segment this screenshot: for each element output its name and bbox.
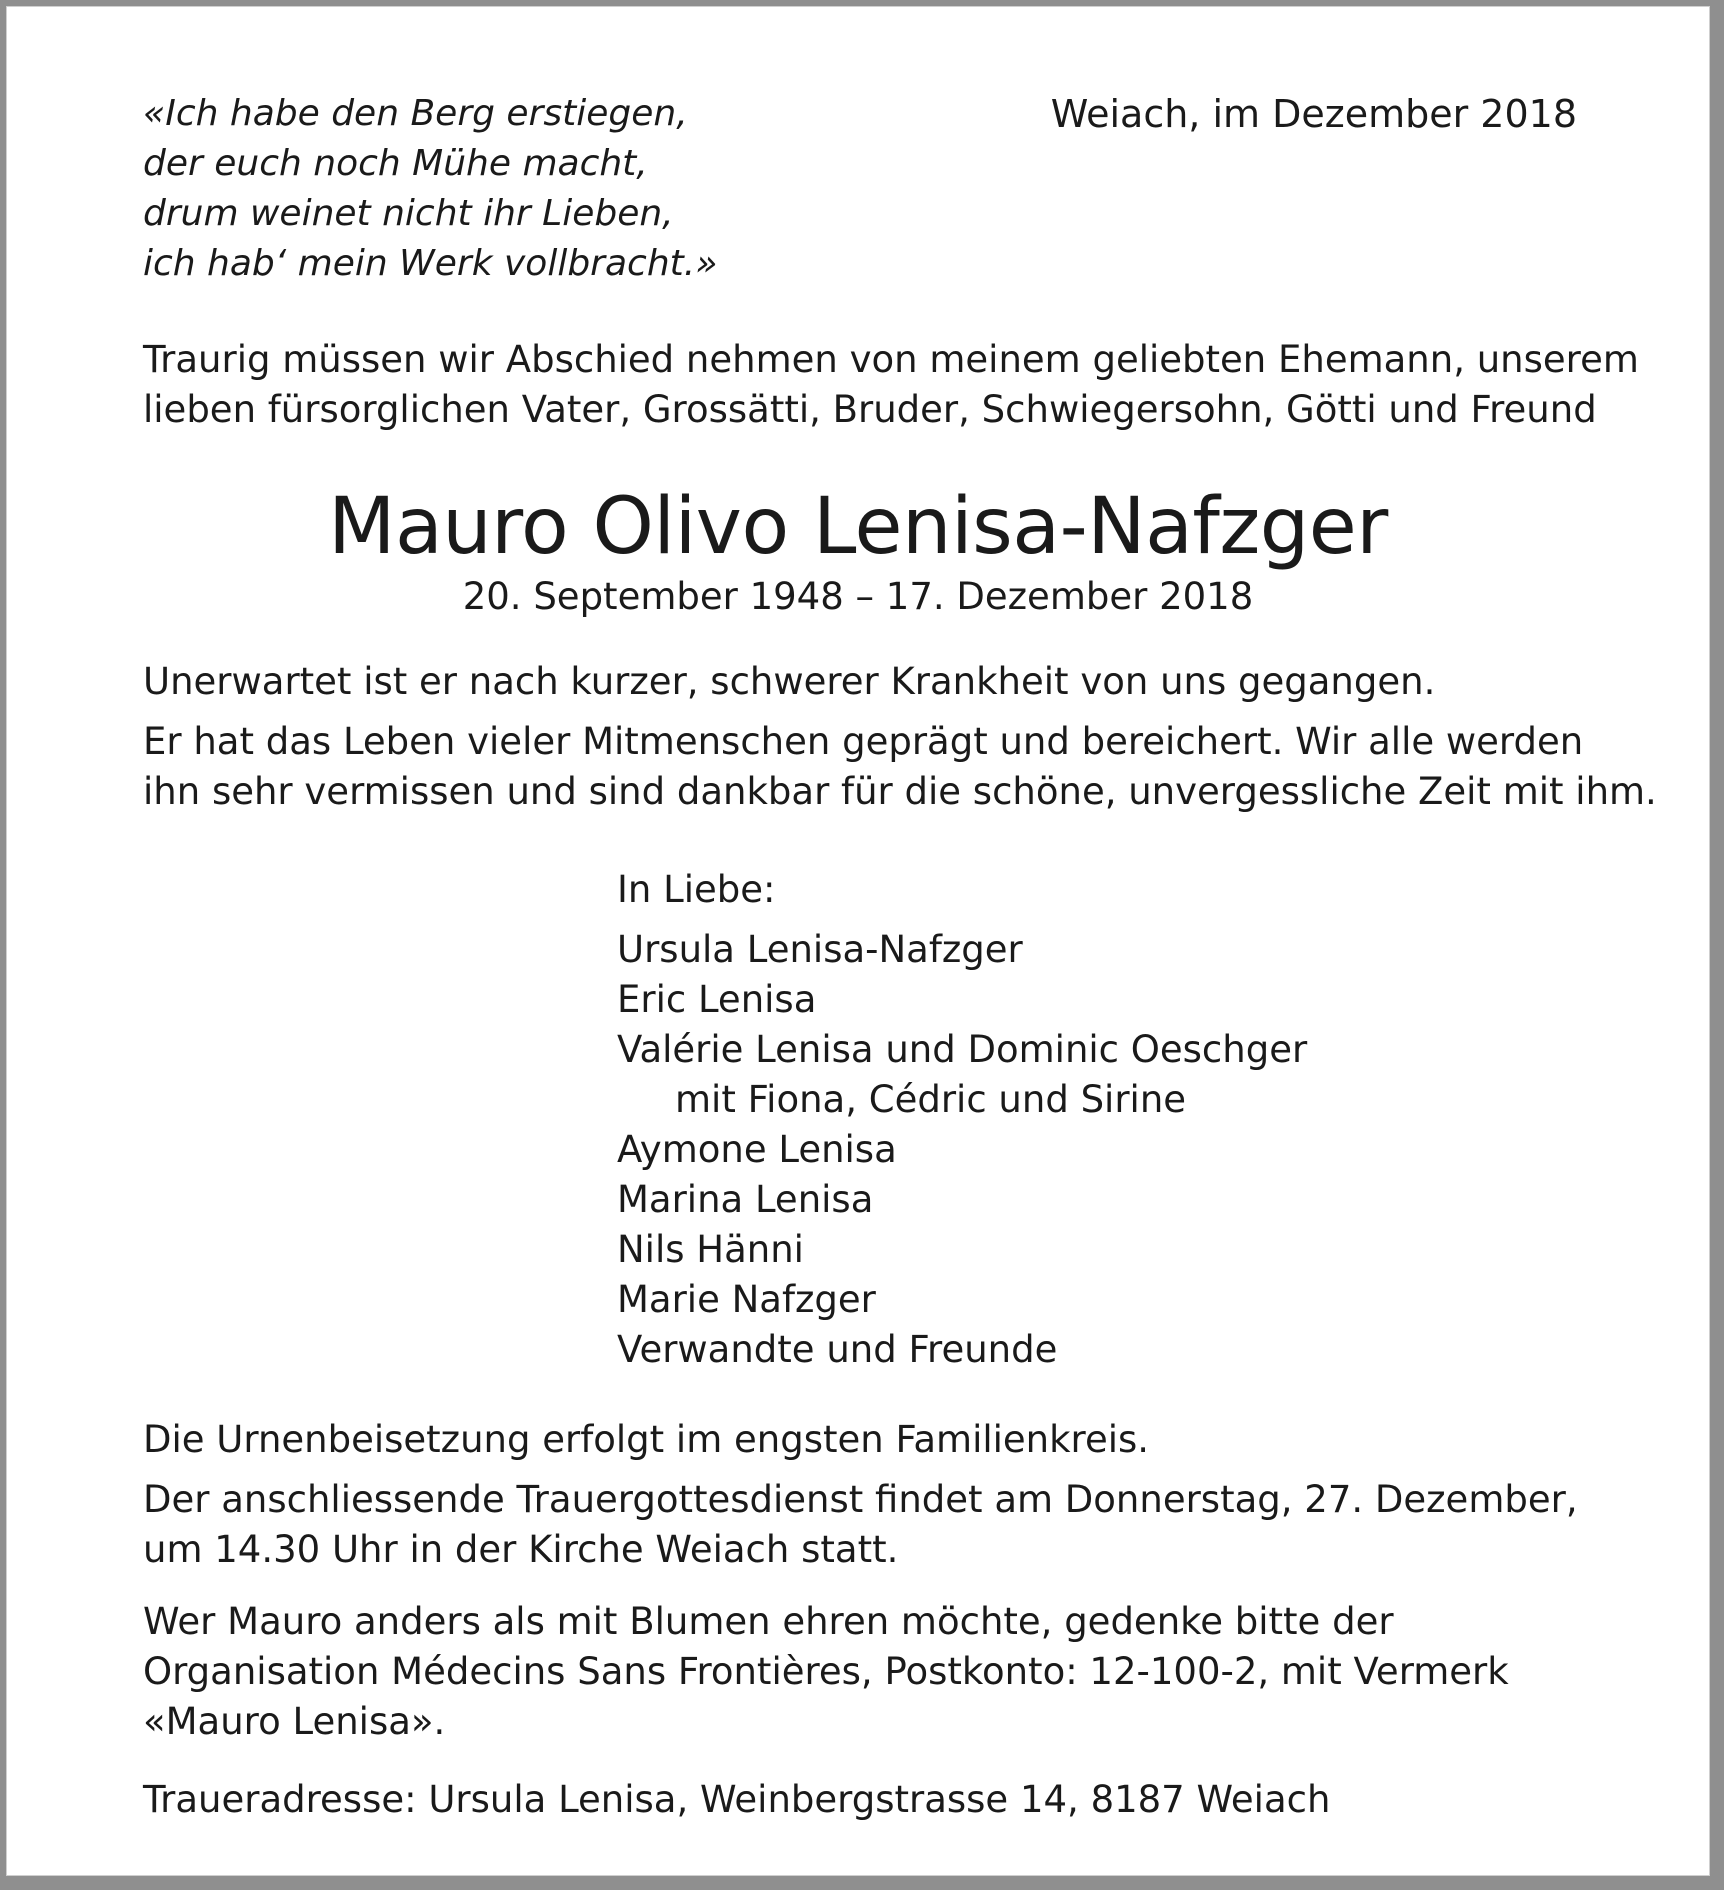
intro-paragraph <box>143 335 1639 435</box>
mourner-name: Verwandte und Freunde <box>617 1328 1058 1371</box>
quote-line: «Ich habe den Berg erstiegen, <box>143 93 688 134</box>
service-paragraph <box>143 1475 1578 1575</box>
unexpected-line: Unerwartet ist er nach kurzer, schwerer Krankheit von uns gegangen. <box>143 660 1436 703</box>
mourning-address <box>143 1775 1330 1825</box>
donation-line: Organisation Médecins Sans Frontières, Postkonto: 12-100-2, mit Vermerk <box>143 1650 1509 1693</box>
donation-line: «Mauro Lenisa». <box>143 1700 446 1743</box>
mourner-name: mit Fiona, Cédric und Sirine <box>675 1078 1187 1121</box>
mourner-name: Aymone Lenisa <box>617 1128 897 1171</box>
mourner-name: Marie Nafzger <box>617 1278 876 1321</box>
mourner-name: Marina Lenisa <box>617 1178 874 1221</box>
life-paragraph <box>143 717 1657 817</box>
mourner-name: Eric Lenisa <box>617 978 817 1021</box>
mourner-name: Nils Hänni <box>617 1228 804 1271</box>
obituary-page <box>6 6 1710 1876</box>
mourner-name: Valérie Lenisa und Dominic Oeschger <box>617 1028 1308 1071</box>
donation-line: Wer Mauro anders als mit Blumen ehren möchte, gedenke bitte der <box>143 1600 1394 1643</box>
quote-line: der euch noch Mühe macht, <box>143 143 648 184</box>
address-line: Traueradresse: Ursula Lenisa, Weinbergstrasse 14, 8187 Weiach <box>143 1778 1331 1821</box>
urn-paragraph <box>143 1415 1149 1465</box>
quote-line: ich hab‘ mein Werk vollbracht.» <box>143 243 718 284</box>
service-line: um 14.30 Uhr in der Kirche Weiach statt. <box>143 1528 899 1571</box>
life-line: ihn sehr vermissen und sind dankbar für die schöne, unvergessliche Zeit mit ihm. <box>143 770 1657 813</box>
urn-line: Die Urnenbeisetzung erfolgt im engsten Familienkreis. <box>143 1418 1150 1461</box>
unexpected-paragraph <box>143 657 1435 707</box>
mourners-label: In Liebe: <box>617 868 776 911</box>
life-dates: 20. September 1948 – 17. Dezember 2018 <box>462 575 1254 618</box>
intro-line: lieben fürsorglichen Vater, Grossätti, Bruder, Schwiegersohn, Götti und Freund <box>143 388 1597 431</box>
place-and-date: Weiach, im Dezember 2018 <box>1050 92 1577 136</box>
deceased-name: Mauro Olivo Lenisa-Nafzger <box>328 482 1388 572</box>
service-line: Der anschliessende Trauergottesdienst findet am Donnerstag, 27. Dezember, <box>143 1478 1578 1521</box>
quote-line: drum weinet nicht ihr Lieben, <box>143 193 674 234</box>
mourners-list <box>617 925 1307 1375</box>
intro-line: Traurig müssen wir Abschied nehmen von meinem geliebten Ehemann, unserem <box>143 338 1639 381</box>
life-line: Er hat das Leben vieler Mitmenschen geprägt und bereichert. Wir alle werden <box>143 720 1584 763</box>
memorial-quote <box>143 89 717 289</box>
mourner-name: Ursula Lenisa-Nafzger <box>617 928 1023 971</box>
donation-paragraph <box>143 1597 1509 1747</box>
